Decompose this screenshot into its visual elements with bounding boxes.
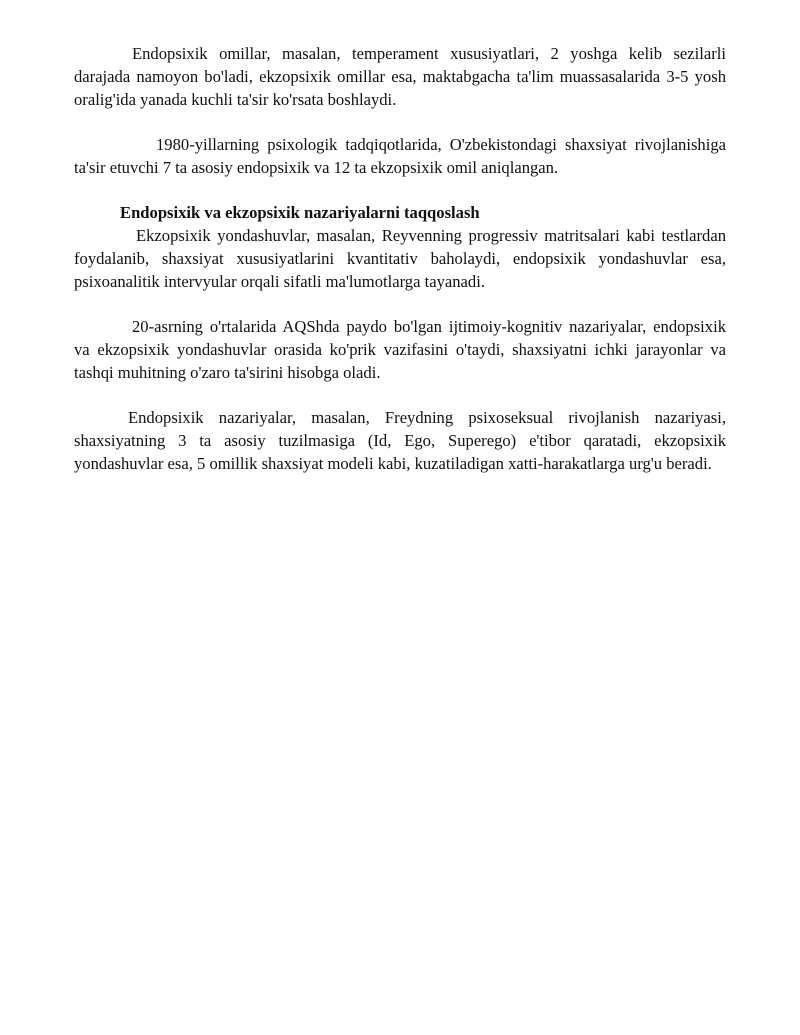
paragraph-1980-tadqiqotlar: 1980-yillarning psixologik tadqiqotlarida, O'zbekistondagi shaxsiyat rivojlanishiga ta'sir etuvchi 7 ta asosiy endopsixik va 12 ta ekzopsixik omil aniqlangan. (74, 135, 726, 177)
paragraph-ekzopsixik-yondashuvlar: Ekzopsixik yondashuvlar, masalan, Reyvenning progressiv matritsalari kabi testlardan foydalanib, shaxsiyat xususiyatlarini kvantitativ baholaydi, endopsixik yondashuvlar esa, psixoanalitik intervyular orqali sifatli ma'lumotlarga tayanadi. (74, 226, 726, 291)
paragraph-ijtimoiy-kognitiv: 20-asrning o'rtalarida AQShda paydo bo'lgan ijtimoiy-kognitiv nazariyalar, endopsixik va ekzopsixik yondashuvlar orasida ko'prik vazifasini o'taydi, shaxsiyatni ichki jarayonlar va tashqi muhitning o'zaro ta'sirini hisobga oladi. (74, 317, 726, 382)
section-heading: Endopsixik va ekzopsixik nazariyalarni taqqoslash (120, 203, 480, 222)
paragraph-endopsixik-nazariyalar: Endopsixik nazariyalar, masalan, Freydning psixoseksual rivojlanish nazariyasi, shaxsiyatning 3 ta asosiy tuzilmasiga (Id, Ego, Superego) e'tibor qaratadi, ekzopsixik yondashuvlar esa, 5 omillik shaxsiyat modeli kabi, kuzatiladigan xatti-harakatlarga urg'u beradi. (74, 408, 726, 473)
paragraph-endopsixik-omillar: Endopsixik omillar, masalan, temperament xususiyatlari, 2 yoshga kelib sezilarli darajada namoyon bo'ladi, ekzopsixik omillar esa, maktabgacha ta'lim muassasalarida 3-5 yosh oralig'ida yanada kuchli ta'sir ko'rsata boshlaydi. (74, 44, 726, 109)
document-body (74, 42, 726, 475)
